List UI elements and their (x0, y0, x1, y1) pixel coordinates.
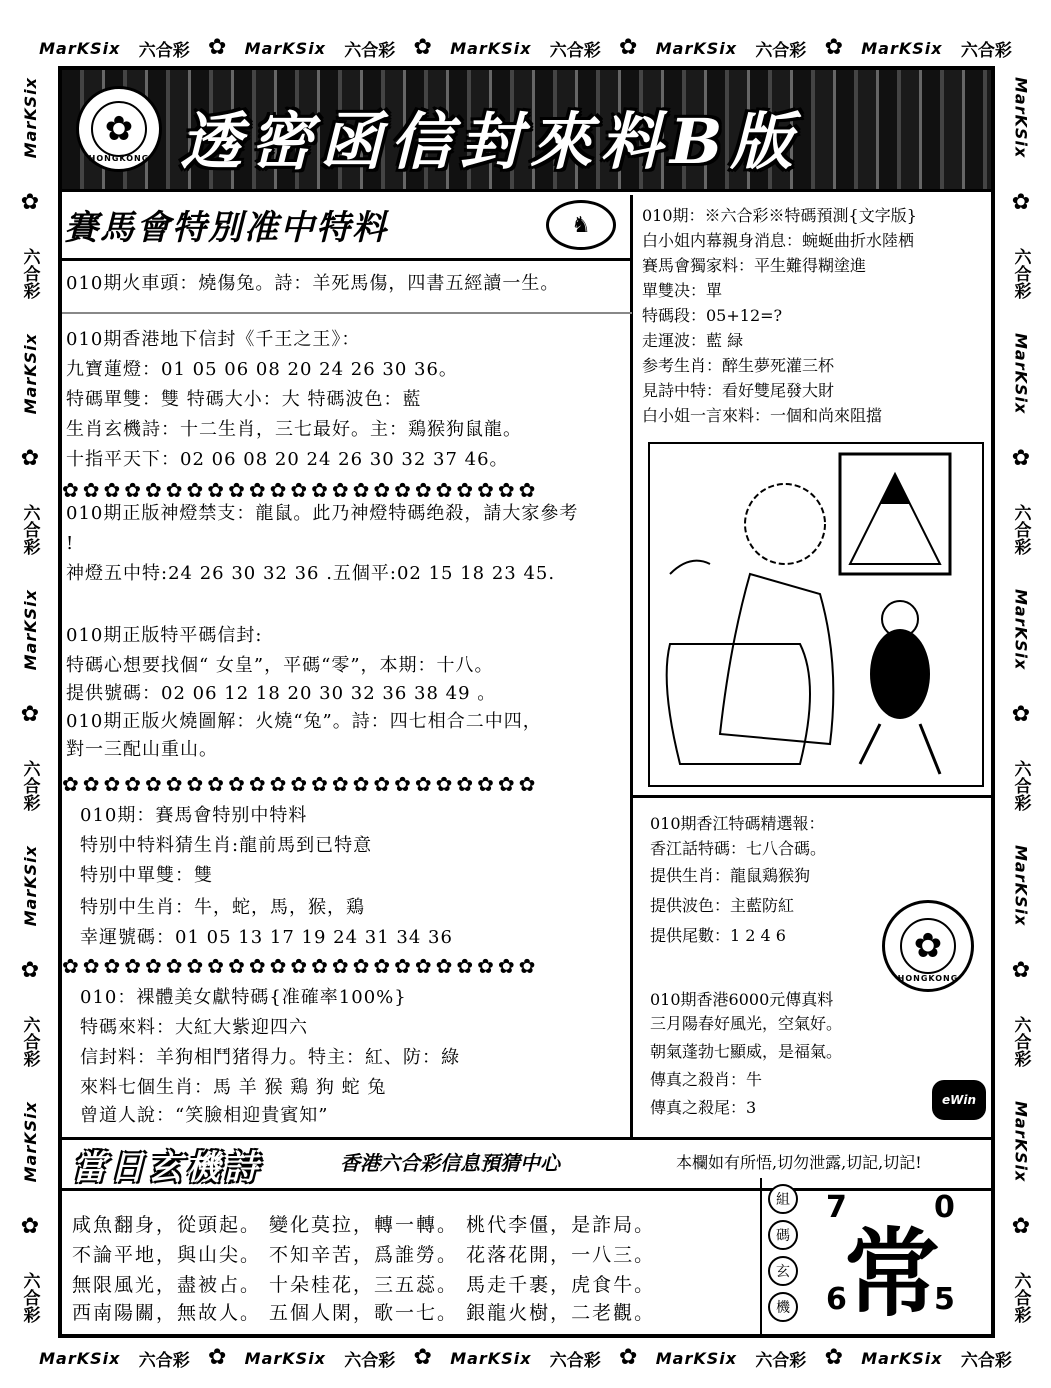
page-title: 透密函信封來料B版 (180, 105, 801, 178)
text-line: 提供號碼：02 06 12 18 20 30 32 36 38 49 。 (66, 683, 497, 704)
divider (62, 258, 632, 261)
text-line: 特别中單雙：雙 (80, 865, 213, 886)
text-line: 三月陽春好風光，空氣好。 (650, 1014, 843, 1033)
column-divider (630, 195, 633, 1137)
flower-icon: ✿ (20, 958, 40, 984)
flower-icon: ✿ (207, 35, 227, 60)
text-line: 白小姐一言來料：一個和尚來阻擋 (642, 406, 883, 425)
flower-divider: ✿✿✿✿✿✿✿✿✿✿✿✿✿✿✿✿✿✿✿✿✿✿✿ (62, 478, 540, 502)
brand-cn: 六合彩 (960, 1350, 1012, 1371)
text-line: 來料七個生肖：馬 羊 猴 鶏 狗 蛇 兔 (80, 1077, 387, 1098)
text-line: 特碼來料：大紅大紫迎四六 (80, 1017, 308, 1038)
brand-en: MarKSix (1011, 1100, 1031, 1183)
brand-en: MarKSix (20, 332, 40, 415)
text-line: ! (66, 533, 75, 554)
combo-number: 6 (826, 1282, 847, 1317)
brand-en: MarKSix (655, 1348, 738, 1368)
hk-emblem-logo (882, 900, 974, 992)
hk-emblem-logo (76, 86, 162, 172)
section-subtitle: 賽馬會特別准中特料 (64, 208, 388, 248)
brand-en: MarKSix (1011, 844, 1031, 927)
text-line: 神燈五中特:24 26 30 32 36 .五個平:02 15 18 23 45. (66, 563, 556, 584)
brand-en: MarKSix (861, 38, 943, 58)
text-line: 賽馬會獨家料：平生難得糊塗進 (642, 256, 867, 275)
brand-cn: 六合彩 (19, 504, 40, 555)
left-border-strip (10, 60, 50, 1340)
combo-label: 組 (768, 1184, 798, 1214)
divider (62, 312, 632, 314)
flower-icon: ✿ (20, 1214, 40, 1240)
horse-coin-icon: ♞ (546, 200, 616, 250)
header-banner (62, 70, 991, 192)
flower-icon: ✿ (20, 702, 40, 728)
text-line: 見詩中特：看好雙尾發大財 (642, 381, 835, 400)
brand-cn: 六合彩 (1010, 504, 1031, 555)
text-line: 特别中特料猜生肖:龍前馬到已特意 (80, 835, 373, 856)
cartoon-drawing (650, 444, 984, 787)
brand-en: MarKSix (20, 76, 40, 159)
flower-icon: ✿ (413, 1345, 432, 1370)
poem-title: 當日玄機詩 (72, 1148, 262, 1188)
text-line: 傳真之殺尾：3 (650, 1098, 757, 1117)
text-line: 曾道人說：“笑臉相迎貴賓知” (80, 1105, 329, 1126)
poem-line: 西南陽關，無故人。 五個人閑，歌一七。 銀龍火樹，二老觀。 (72, 1302, 656, 1324)
bauhinia-icon: ✿ (900, 918, 956, 974)
text-line: 生肖玄機詩：十二生肖，三七最好。主：鶏猴狗鼠龍。 (66, 419, 522, 440)
logo-text: HONGKONG (897, 974, 959, 983)
brand-cn: 六合彩 (1010, 759, 1031, 811)
text-line: 幸運號碼：01 05 13 17 19 24 31 34 36 (80, 927, 453, 948)
text-line: 香江話特碼：七八合碼。 (650, 839, 827, 858)
flower-icon: ✿ (20, 190, 40, 216)
warning-text: 本欄如有所悟,切勿泄露,切記,切記! (676, 1153, 922, 1172)
text-line: 010期香港6000元傳真料 (650, 990, 834, 1009)
right-border-strip (1001, 60, 1041, 1340)
brand-en: MarKSix (450, 1348, 532, 1368)
flower-icon: ✿ (1011, 1214, 1031, 1240)
brand-cn: 六合彩 (19, 1015, 40, 1067)
poem-line: 咸魚翻身，從頭起。 變化莫拉，轉一轉。 桃代李僵，是詐局。 (72, 1214, 656, 1236)
brand-en: MarKSix (20, 1100, 40, 1183)
flower-icon: ✿ (1011, 190, 1031, 216)
combo-char: 常 (844, 1217, 940, 1330)
flower-divider: ✿✿✿✿✿✿✿✿✿✿✿✿✿✿✿✿✿✿✿✿✿✿✿ (62, 772, 540, 796)
brand-cn: 六合彩 (19, 248, 40, 300)
brand-cn: 六合彩 (344, 40, 396, 61)
text-line: 十指平天下：02 06 08 20 24 26 30 32 37 46。 (66, 449, 509, 470)
brand-en: MarKSix (450, 38, 532, 58)
poem-line: 無限風光，盡被占。 十朵桂花，三五蕊。 馬走千裹，虎食牛。 (72, 1274, 656, 1296)
brand-cn: 六合彩 (19, 759, 40, 811)
flower-icon: ✿ (1011, 958, 1031, 984)
flower-icon: ✿ (207, 1345, 227, 1370)
brand-en: MarKSix (20, 844, 40, 927)
text-line: 特碼單雙：雙 特碼大小：大 特碼波色：藍 (66, 389, 422, 410)
ewin-logo: eWin (932, 1080, 986, 1120)
text-line: 傳真之殺肖：牛 (650, 1070, 763, 1089)
cartoon-illustration (648, 442, 984, 787)
text-line: 010期：賽馬會特别中特料 (80, 805, 308, 826)
brand-en: MarKSix (244, 38, 326, 58)
text-line: 白小姐内幕親身消息：蜿蜒曲折水陸栖 (642, 231, 915, 250)
text-line: 010：裸體美女獻特碼{准確率100%} (80, 987, 407, 1008)
combo-label: 機 (768, 1292, 798, 1322)
text-line: 特别中生肖：牛，蛇，馬，猴，鶏 (80, 897, 365, 918)
text-line: 提供尾數：1 2 4 6 (650, 926, 786, 945)
bauhinia-icon: ✿ (91, 101, 147, 157)
flower-icon: ✿ (1011, 702, 1031, 728)
fire-car-line: 010期火車頭：燒傷兔。詩：羊死馬傷，四書五經讀一生。 (66, 273, 560, 294)
text-line: 對一三配山重山。 (66, 739, 218, 760)
brand-en: MarKSix (39, 38, 121, 58)
brand-cn: 六合彩 (138, 40, 190, 61)
combo-number: 7 (826, 1190, 847, 1225)
brand-en: MarKSix (39, 1348, 121, 1368)
text-line: 010期正版神燈禁支：龍鼠。此乃神燈特碼绝殺，請大家參考 (66, 503, 579, 524)
brand-en: MarKSix (1011, 588, 1031, 671)
brand-en: MarKSix (20, 588, 40, 671)
brand-en: MarKSix (655, 38, 738, 58)
text-line: 特碼段：05+12=? (642, 306, 783, 325)
divider (632, 795, 991, 798)
text-line: 信封料：羊狗相鬥猪得力。特主：紅、防：綠 (80, 1047, 460, 1068)
brand-en: MarKSix (1011, 76, 1031, 159)
top-border-strip (0, 28, 1051, 68)
combo-label: 玄 (768, 1256, 798, 1286)
combo-label: 碼 (768, 1220, 798, 1250)
flower-icon: ✿ (619, 35, 638, 60)
text-line: 提供生肖：龍鼠鶏猴狗 (650, 866, 811, 885)
flower-icon: ✿ (619, 1345, 638, 1370)
text-line: 走運波：藍 緑 (642, 331, 744, 350)
text-line: 010期：※六合彩※特碼預測{文字版} (642, 206, 917, 225)
text-line: 010期香江特碼精選報： (650, 814, 825, 833)
brand-cn: 六合彩 (549, 1350, 601, 1371)
text-line: 010期正版火燒圖解：火燒“兔”。詩：四七相合二中四， (66, 711, 542, 732)
text-line: 提供波色：主藍防紅 (650, 896, 795, 915)
center-name: 香港六合彩信息預猜中心 (340, 1151, 560, 1175)
flower-divider: ✿✿✿✿✿✿✿✿✿✿✿✿✿✿✿✿✿✿✿✿✿✿✿ (62, 954, 540, 978)
text-line: 九寶蓮燈：01 05 06 08 20 24 26 30 36。 (66, 359, 458, 380)
text-line: 010期正版特平碼信封: (66, 625, 263, 646)
text-line: 單雙决：單 (642, 281, 723, 300)
brand-cn: 六合彩 (1010, 248, 1031, 300)
brand-cn: 六合彩 (138, 1350, 190, 1371)
text-line: 参考生肖：醉生夢死灌三杯 (642, 356, 835, 375)
combo-number: 0 (934, 1190, 955, 1225)
flower-icon: ✿ (824, 35, 843, 60)
brand-en: MarKSix (244, 1348, 326, 1368)
brand-cn: 六合彩 (344, 1350, 396, 1371)
flower-icon: ✿ (413, 35, 432, 60)
logo-text: HONGKONG (88, 154, 150, 163)
text-line: 朝氣蓬勃七顯威，是福氣。 (650, 1042, 843, 1061)
brand-en: MarKSix (1011, 332, 1031, 415)
brand-cn: 六合彩 (755, 1350, 807, 1371)
brand-cn: 六合彩 (1010, 1015, 1031, 1067)
text-line: 010期香港地下信封《千王之王》： (66, 329, 361, 350)
flower-icon: ✿ (20, 446, 40, 472)
brand-cn: 六合彩 (19, 1271, 40, 1323)
flower-icon: ✿ (824, 1345, 843, 1370)
brand-en: MarKSix (861, 1348, 943, 1368)
brand-cn: 六合彩 (1010, 1271, 1031, 1323)
combo-number: 5 (934, 1282, 955, 1317)
flower-icon: ✿ (1011, 446, 1031, 472)
poem-line: 不論平地，與山尖。 不知辛苦，爲誰勞。 花落花開，一八三。 (72, 1244, 656, 1266)
text-line: 特碼心想要找個“ 女皇”，平碼“零”，本期：十八。 (66, 655, 494, 676)
bottom-border-strip (0, 1338, 1051, 1378)
brand-cn: 六合彩 (755, 40, 807, 61)
brand-cn: 六合彩 (549, 40, 601, 61)
brand-cn: 六合彩 (960, 40, 1012, 61)
